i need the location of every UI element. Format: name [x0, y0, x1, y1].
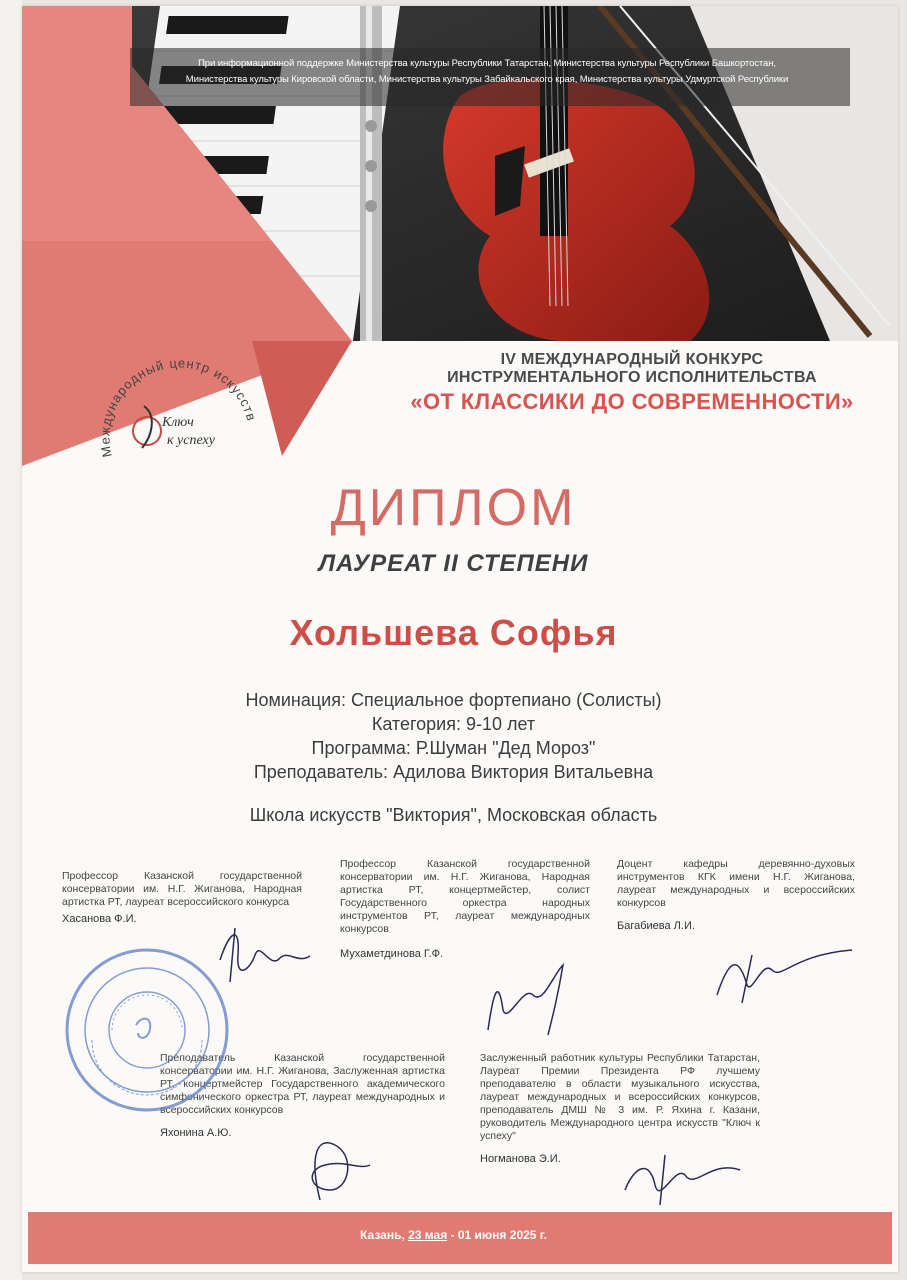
contest-title — [352, 351, 898, 417]
organization-logo — [82, 336, 262, 471]
judge-1 — [62, 870, 302, 926]
teacher: Преподаватель: Адилова Виктория Витальевна — [253, 762, 654, 782]
judge-2-desc: Профессор Казанской государственной консерватории им. Н.Г. Жиганова, Народная артистка РТ, концертмейстер, солист Государственного оркестра народных инструментов РТ, лауреат международных конкурсов — [340, 858, 590, 935]
program: Программа: Р.Шуман "Дед Мороз" — [311, 738, 596, 758]
contest-line-3: «ОТ КЛАССИКИ ДО СОВРЕМЕННОСТИ» — [410, 389, 854, 414]
signature-5 — [615, 1145, 745, 1210]
judge-4-desc: Преподаватель Казанской государственной консерватории им. Н.Г. Жиганова, Заслуженная артистка РТ, концертмейстер Государственного академического симфонического оркестра РТ, лауреат международных и всероссийских конкурсов — [160, 1052, 445, 1116]
judge-3 — [617, 858, 855, 933]
diploma-title: ДИПЛОМ — [330, 479, 577, 537]
laureate-degree: ЛАУРЕАТ II СТЕПЕНИ — [318, 550, 589, 577]
contest-line-1: IV МЕЖДУНАРОДНЫЙ КОНКУРС — [500, 351, 764, 368]
support-line-1: При информационной поддержке Министерства культуры Республики Татарстан, Министерства культуры Республики Башкортостан, — [198, 58, 776, 69]
blue-stamp — [62, 945, 232, 1115]
nomination: Номинация: Специальное фортепиано (Солисты) — [245, 690, 662, 710]
judge-1-desc: Профессор Казанской государственной консерватории им. Н.Г. Жиганова, Народная артистка РТ, лауреат всероссийского конкурса — [62, 870, 302, 908]
judge-3-name: Багабиева Л.И. — [617, 920, 695, 932]
school: Школа искусств "Виктория", Московская область — [249, 805, 658, 825]
judge-4-name: Яхонина А.Ю. — [160, 1127, 232, 1139]
logo-brand-line2: к успеху — [167, 433, 215, 448]
judge-5-desc: Заслуженный работник культуры Республики Татарстан, Лауреат Премии Президента РФ лучшему преподавателю в области музыкального искусства, лауреат международных и всероссийских конкурсов, преподаватель ДМШ № 3 им. Р. Яхина г. Казани, руководитель Международного центра искусств "Ключ к успеху" — [480, 1052, 760, 1142]
judge-5-name: Ногманова Э.И. — [480, 1153, 561, 1165]
signature-3 — [712, 935, 862, 1005]
judge-2 — [340, 858, 590, 961]
signature-4 — [290, 1120, 380, 1210]
judge-1-name: Хасанова Ф.И. — [62, 913, 137, 925]
logo-ring-text: Международный центр искусств — [97, 355, 260, 459]
footer-date — [0, 1228, 907, 1242]
footer-date-end: - 01 июня 2025 г. — [450, 1228, 547, 1242]
footer-date-start: 23 мая — [408, 1228, 448, 1242]
contest-line-2: ИНСТРУМЕНТАЛЬНОГО ИСПОЛНИТЕЛЬСТВА — [447, 369, 817, 386]
signature-2 — [478, 955, 588, 1040]
footer-city: Казань, — [360, 1228, 405, 1242]
support-line-2: Министерства культуры Кировской области, Министерства культуры Забайкальского края, Министерства культуры Удмуртской Республики — [185, 74, 789, 85]
details-block — [0, 688, 907, 784]
category: Категория: 9-10 лет — [371, 714, 536, 734]
judge-3-desc: Доцент кафедры деревянно-духовых инструментов КГК имени Н.Г. Жиганова, лауреат международных и всероссийских конкурсов — [617, 858, 855, 909]
support-text — [142, 56, 832, 88]
recipient-name: Хольшева Софья — [289, 612, 618, 653]
judge-2-name: Мухаметдинова Г.Ф. — [340, 948, 444, 960]
logo-brand-line1: Ключ — [162, 415, 194, 430]
